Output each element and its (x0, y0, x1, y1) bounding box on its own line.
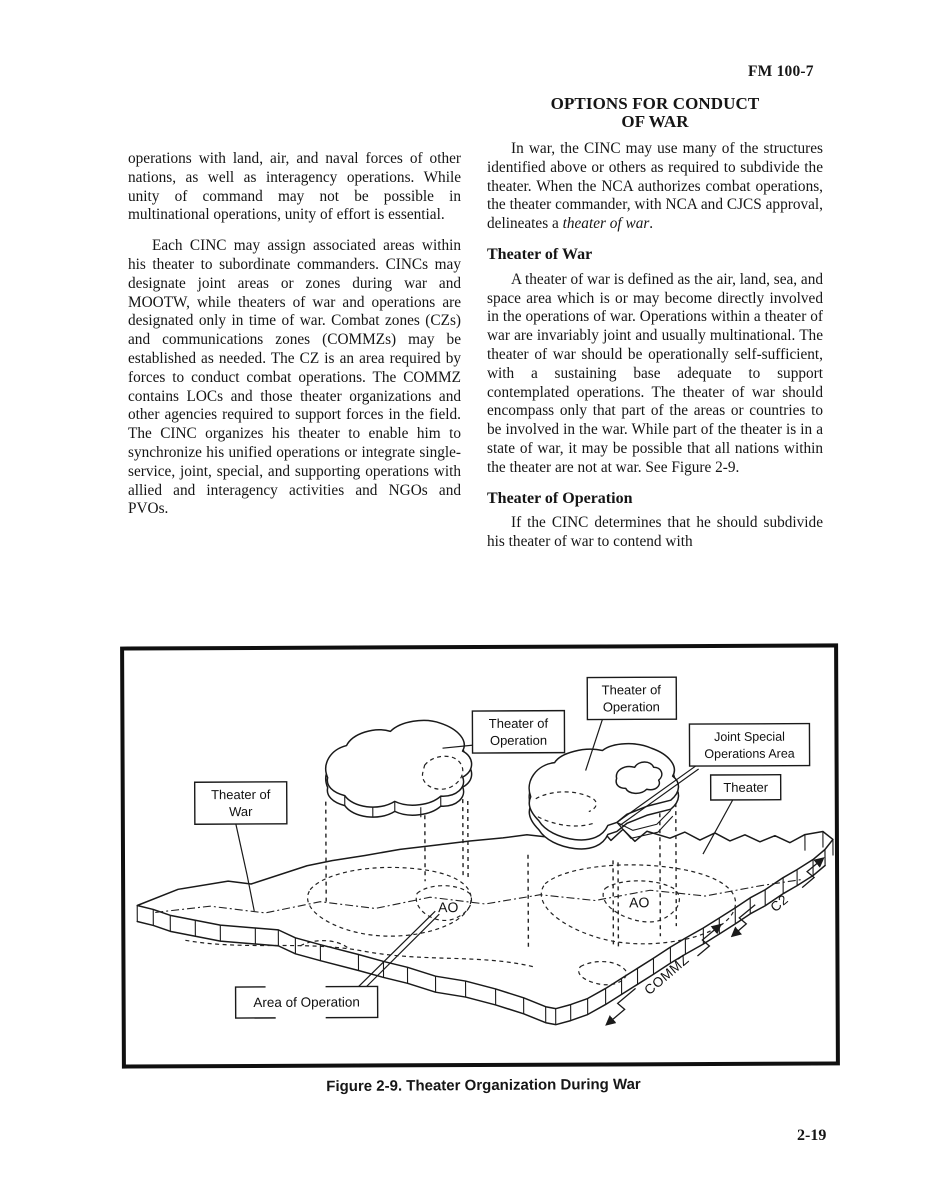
theater-of-operation-left-shape (326, 720, 472, 817)
theater-war-boundary-line (155, 880, 801, 914)
callout-theater-of-operation-a (442, 711, 564, 754)
paragraph-theater-of-operation: If the CINC determines that he should subdivide his theater of war to contend with (487, 514, 823, 551)
figure-2-9-drawing (124, 647, 836, 1064)
paragraph-cinc-areas: Each CINC may assign associated areas within his theater to subordinate commanders. CINCs may designate joint areas or zones during war and MOOTW, while theaters of war and operations are designated only in time of war. Combat zones (CZs) and communications zones (COMMZs) may be established as needed. The CZ is an area required by forces to conduct combat operations. The COMMZ contains LOCs and those theater organizations and other agencies required to support forces in the field. The CINC organizes his theater to enable him to synchronize his unified operations or integrate single-service, joint, special, and supporting operations with allied and interagency activities and NGOs and PVOs. (128, 237, 461, 518)
document-id: FM 100-7 (748, 63, 814, 80)
theater-of-operation-a-label-line1: Theater of (488, 715, 549, 731)
theater-of-war-leader (236, 824, 254, 911)
c2-label: C2 (767, 891, 792, 915)
box-gap-top (266, 985, 326, 989)
surface-boundaries (155, 864, 802, 987)
paragraph-continuation: operations with land, air, and naval forces of other nations, as well as interagency operations. While unity of command may not be possible in multinational operations, unity of effort is essential. (128, 150, 461, 224)
plateau-left-top (326, 720, 472, 807)
theater-leader (703, 800, 733, 854)
callout-theater-of-war (195, 782, 288, 911)
theater-of-war-italic: theater of war (562, 215, 650, 233)
area-of-operation-label: Area of Operation (253, 994, 360, 1010)
theater-of-war-label-line1: Theater of (211, 786, 271, 803)
jsoa-label-line1: Joint Special (714, 729, 785, 744)
theater-label: Theater (723, 779, 769, 795)
page-number: 2-19 (797, 1127, 827, 1144)
ao-label-right: AO (629, 894, 650, 911)
paragraph-in-war-period: . (649, 215, 654, 233)
figure-2-9-frame (120, 643, 840, 1068)
theater-of-war-label-line2: War (229, 803, 253, 820)
right-column (487, 140, 823, 564)
commz-c2-arrows (606, 859, 824, 1025)
paragraph-theater-of-war: A theater of war is defined as the air, land, sea, and space area which is or may become directly involved in the operations of war. Operations within a theater of war are invariably joint and usually multinational. The theater of war should be operationally self-sufficient, with a sustaining base adequate to support contemplated operations. The theater of war should encompass only that part of the areas or countries to be involved in the war. While part of the theater is in a state of war, it may be possible that all nations within the theater are not at war. See Figure 2-9. (487, 270, 824, 476)
figure-caption: Figure 2-9. Theater Organization During War (326, 1075, 641, 1096)
heading-theater-of-war: Theater of War (487, 245, 593, 263)
commz-label: COMMZ (641, 951, 692, 998)
jsoa-label-line2: Operations Area (704, 746, 795, 762)
theater-of-operation-b-label-line2: Operation (602, 699, 660, 715)
paragraph-in-war (487, 140, 823, 234)
slab-top-surface (137, 825, 834, 1010)
area-of-operation-leader (358, 911, 439, 989)
ao-label-left: AO (438, 899, 459, 916)
paragraph-in-war-text: In war, the CINC may use many of the structures identified above or others as required to subdivide the theater. When the NCA authorizes combat operations, the theater commander, with NCA and CJCS approval, delineates a (487, 140, 823, 233)
islet-dashed-front (579, 961, 627, 984)
box-gap-bottom (276, 1016, 326, 1020)
theater-of-operation-a-label-line2: Operation (489, 732, 548, 748)
callout-theater (703, 775, 781, 854)
plateau-right-top (529, 743, 679, 840)
page-title-line1: OPTIONS FOR CONDUCT (550, 94, 760, 113)
page-title (487, 95, 823, 131)
heading-theater-of-operation: Theater of Operation (487, 489, 633, 507)
left-column (128, 150, 461, 531)
theater-of-operation-b-label-line1: Theater of (601, 682, 661, 698)
page-title-line2: OF WAR (621, 112, 689, 131)
